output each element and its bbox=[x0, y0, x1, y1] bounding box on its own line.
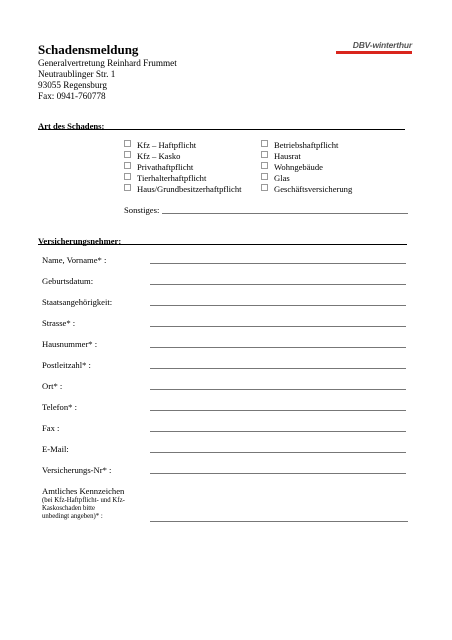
checkbox-geschaeftsversicherung[interactable] bbox=[261, 184, 352, 195]
checkbox-box[interactable] bbox=[124, 140, 131, 147]
kennzeichen-note-line: Kaskoschaden bitte bbox=[42, 505, 96, 512]
logo-bar bbox=[336, 51, 412, 54]
input-line-name[interactable] bbox=[150, 263, 406, 264]
input-line-postleitzahl[interactable] bbox=[150, 368, 406, 369]
checkbox-label: Kfz – Kasko bbox=[137, 151, 181, 161]
checkbox-box[interactable] bbox=[261, 162, 268, 169]
checkbox-box[interactable] bbox=[124, 162, 131, 169]
sender-address bbox=[38, 58, 177, 102]
label-geburtsdatum: Geburtsdatum: bbox=[42, 276, 94, 286]
versicherungsnehmer-heading: Versicherungsnehmer: bbox=[38, 236, 122, 246]
checkbox-box[interactable] bbox=[261, 173, 268, 180]
checkbox-kfz-haftpflicht[interactable] bbox=[124, 140, 196, 151]
checkbox-privathaftpflicht[interactable] bbox=[124, 162, 193, 173]
input-line-email[interactable] bbox=[150, 452, 406, 453]
checkbox-betriebshaftpflicht[interactable] bbox=[261, 140, 338, 151]
address-line: 93055 Regensburg bbox=[38, 80, 107, 90]
checkbox-label: Tierhalterhaftpflicht bbox=[137, 173, 207, 183]
checkbox-glas[interactable] bbox=[261, 173, 290, 184]
kennzeichen-note bbox=[42, 497, 125, 521]
label-kennzeichen: Amtliches Kennzeichen bbox=[42, 486, 125, 496]
input-line-versicherungs-nr[interactable] bbox=[150, 473, 406, 474]
checkbox-hausrat[interactable] bbox=[261, 151, 301, 162]
label-fax: Fax : bbox=[42, 423, 60, 433]
input-line-fax[interactable] bbox=[150, 431, 406, 432]
checkbox-box[interactable] bbox=[261, 184, 268, 191]
page-title: Schadensmeldung bbox=[38, 42, 139, 57]
input-line-strasse[interactable] bbox=[150, 326, 406, 327]
checkbox-label: Geschäftsversicherung bbox=[274, 184, 353, 194]
label-strasse: Strasse* : bbox=[42, 318, 76, 328]
company-logo bbox=[336, 40, 412, 54]
checkbox-label: Haus/Grundbesitzerhaftpflicht bbox=[137, 184, 242, 194]
checkbox-label: Hausrat bbox=[274, 151, 301, 161]
checkbox-label: Privathaftpflicht bbox=[137, 162, 194, 172]
schaden-heading: Art des Schadens: bbox=[38, 121, 105, 131]
logo-text: DBV-winterthur bbox=[352, 40, 412, 50]
label-email: E-Mail: bbox=[42, 444, 69, 454]
checkbox-box[interactable] bbox=[124, 151, 131, 158]
checkbox-label: Kfz – Haftpflicht bbox=[137, 140, 197, 150]
input-line-telefon[interactable] bbox=[150, 410, 406, 411]
checkbox-wohngebaeude[interactable] bbox=[261, 162, 323, 173]
label-ort: Ort* : bbox=[42, 381, 63, 391]
versicherungsnehmer-heading-rule bbox=[38, 244, 407, 245]
checkbox-kfz-kasko[interactable] bbox=[124, 151, 180, 162]
checkbox-label: Glas bbox=[274, 173, 290, 183]
checkbox-box[interactable] bbox=[261, 140, 268, 147]
address-line: Fax: 0941-760778 bbox=[38, 91, 106, 101]
label-staatsangehoerigkeit: Staatsangehörigkeit: bbox=[42, 297, 113, 307]
input-line-hausnummer[interactable] bbox=[150, 347, 406, 348]
kennzeichen-note-line: unbedingt angeben)* : bbox=[42, 513, 103, 520]
input-line-geburtsdatum[interactable] bbox=[150, 284, 406, 285]
label-postleitzahl: Postleitzahl* : bbox=[42, 360, 91, 370]
schaden-heading-rule bbox=[38, 129, 405, 130]
address-line: Neutraublinger Str. 1 bbox=[38, 69, 116, 79]
label-hausnummer: Hausnummer* : bbox=[42, 339, 98, 349]
checkbox-haus-grundbesitzerhaftpflicht[interactable] bbox=[124, 184, 242, 195]
label-versicherungs-nr: Versicherungs-Nr* : bbox=[42, 465, 112, 475]
checkbox-box[interactable] bbox=[261, 151, 268, 158]
address-line: Generalvertretung Reinhard Frummet bbox=[38, 58, 177, 68]
input-line-ort[interactable] bbox=[150, 389, 406, 390]
checkbox-label: Betriebshaftpflicht bbox=[274, 140, 339, 150]
sonstiges-input-line[interactable] bbox=[162, 213, 408, 214]
label-telefon: Telefon* : bbox=[42, 402, 77, 412]
input-line-staatsangehoerigkeit[interactable] bbox=[150, 305, 406, 306]
sonstiges-label: Sonstiges: bbox=[124, 205, 160, 215]
checkbox-tierhalterhaftpflicht[interactable] bbox=[124, 173, 206, 184]
checkbox-box[interactable] bbox=[124, 173, 131, 180]
checkbox-box[interactable] bbox=[124, 184, 131, 191]
input-line-kennzeichen[interactable] bbox=[150, 521, 408, 522]
label-name: Name, Vorname* : bbox=[42, 255, 107, 265]
kennzeichen-note-line: (bei Kfz-Haftpflicht- und Kfz- bbox=[42, 497, 125, 504]
checkbox-label: Wohngebäude bbox=[274, 162, 323, 172]
